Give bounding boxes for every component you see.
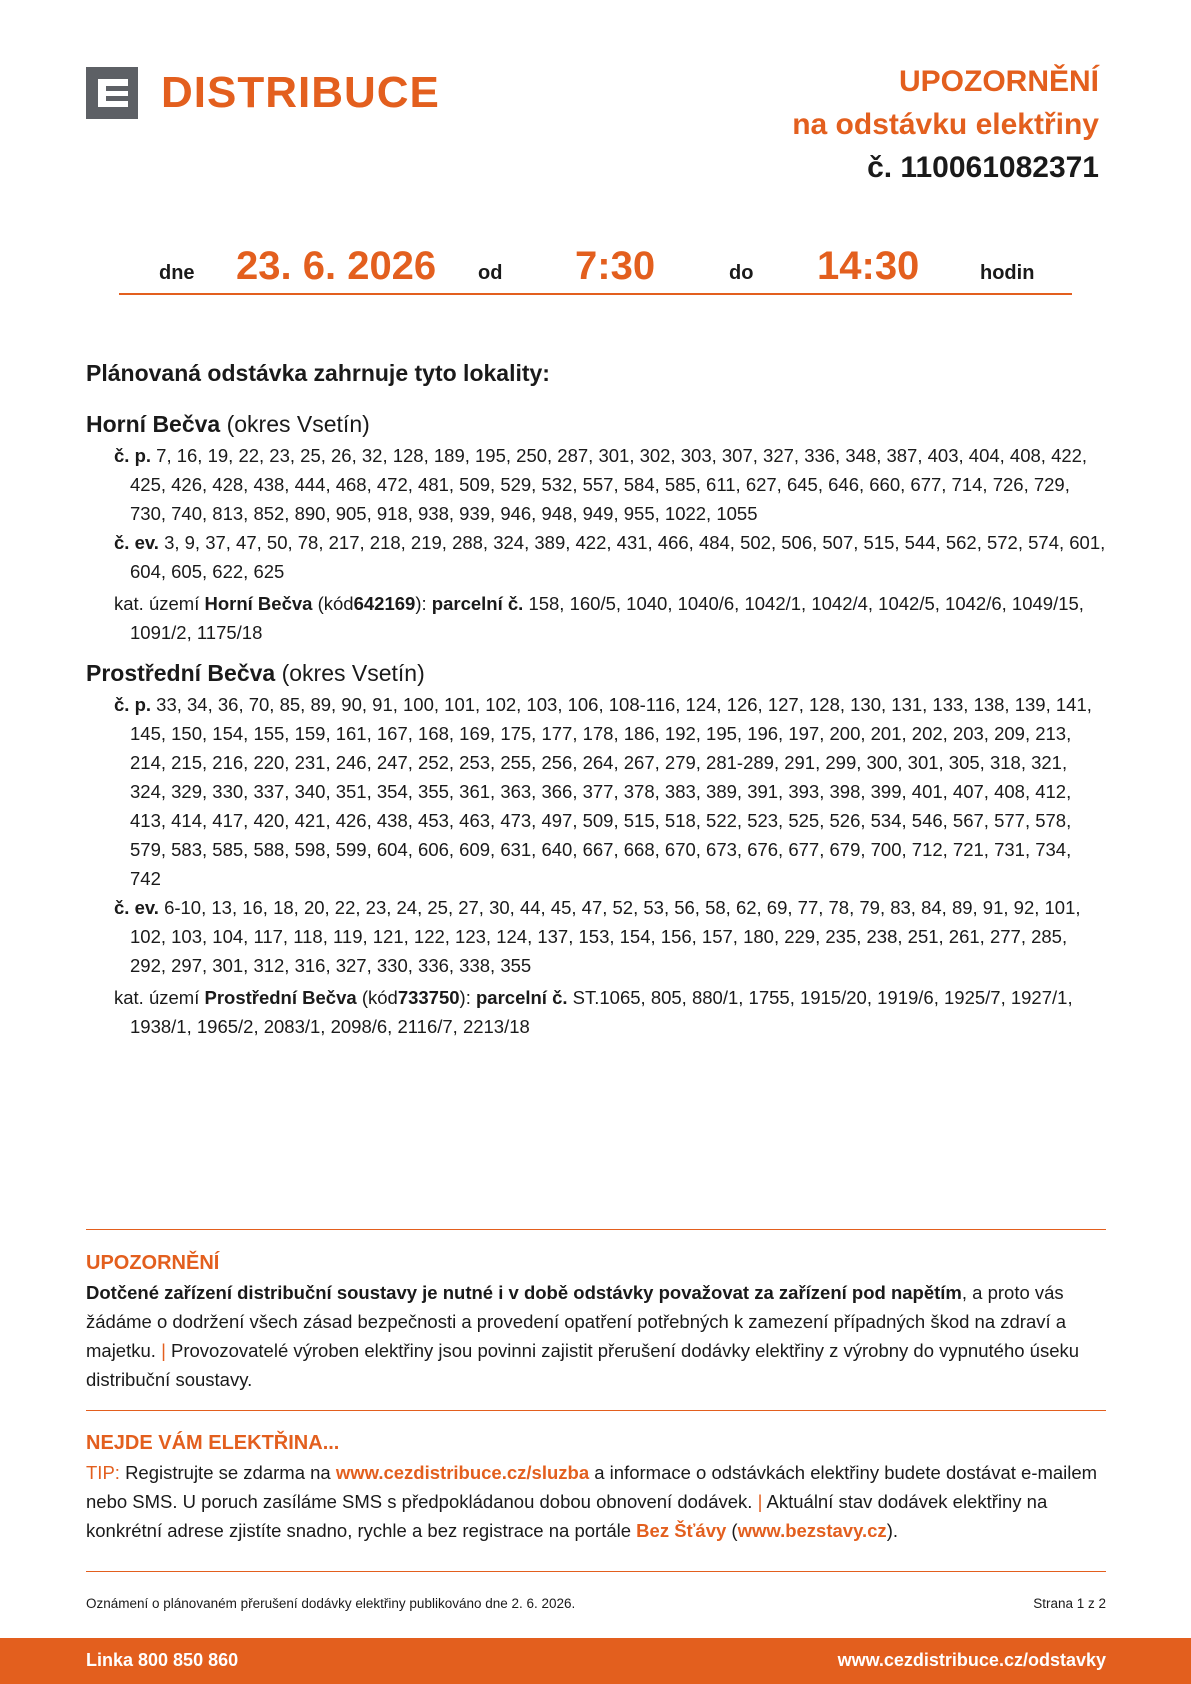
warning-title: UPOZORNĚNÍ	[86, 1252, 220, 1274]
cadastral-prefix: kat. území	[114, 987, 200, 1008]
warning-text	[86, 1278, 1106, 1394]
registry-numbers-list: 3, 9, 37, 47, 50, 78, 217, 218, 219, 288, 324, 389, 422, 431, 466, 484, 502, 506, 507, 515, 544, 562, 572, 574, 601, 604, 605, 622, 625	[130, 532, 1106, 582]
cadastral-code-close: ):	[459, 987, 471, 1008]
footer-bar	[0, 1638, 1191, 1684]
page-number: Strana 1 z 2	[1033, 1596, 1106, 1611]
brand-name: Bez Šťávy	[636, 1520, 727, 1541]
localities-heading: Plánovaná odstávka zahrnuje tyto lokality:	[86, 360, 550, 386]
notice-heading	[792, 60, 1099, 189]
registry-numbers	[86, 528, 1106, 586]
registry-numbers-label: č. ev.	[114, 897, 159, 918]
outage-schedule	[119, 240, 1072, 295]
published-note: Oznámení o plánovaném přerušení dodávky elektřiny publikováno dne 2. 6. 2026.	[86, 1596, 576, 1611]
company-logo	[86, 67, 440, 119]
notice-number: č. 110061082371	[867, 151, 1099, 184]
divider	[86, 1229, 1106, 1230]
house-numbers-list: 7, 16, 19, 22, 23, 25, 26, 32, 128, 189, 195, 250, 287, 301, 302, 303, 307, 327, 336, 348, 387, 403, 404, 408, 422, 425, 426, 428, 438, 444, 468, 472, 481, 509, 529, 532, 557, 584, 585, 611, 627, 645, 646, 660, 677, 714, 726, 729, 730, 740, 813, 852, 890, 905, 918, 938, 939, 946, 948, 949, 955, 1022, 1055	[130, 445, 1088, 524]
parcel-label: parcelní č.	[431, 593, 524, 614]
locality-district: (okres Vsetín)	[281, 660, 425, 686]
house-numbers	[86, 690, 1106, 893]
locality	[86, 657, 1106, 1041]
localities-section	[86, 358, 1106, 1051]
divider	[86, 1410, 1106, 1411]
service-link[interactable]: www.cezdistribuce.cz/sluzba	[335, 1462, 590, 1483]
tip-label: TIP:	[86, 1462, 120, 1483]
cadastral-name: Horní Bečva	[204, 593, 313, 614]
from-label: od	[478, 262, 503, 284]
parcel-label: parcelní č.	[476, 987, 568, 1008]
warning-text-1: , a proto vás žádáme o dodržení všech zásad bezpečnosti a provedení opatření potřebných k zamezení případných škod na zdraví a majetku.	[86, 1282, 1067, 1361]
cadastral-name: Prostřední Bečva	[204, 987, 357, 1008]
tip-text	[86, 1458, 1106, 1545]
warning-bold-text: Dotčené zařízení distribuční soustavy je nutné i v době odstávky považovat za zařízení pod napětím	[86, 1282, 962, 1303]
notice-title: UPOZORNĚNÍ	[898, 65, 1099, 98]
locality-title	[86, 657, 1106, 689]
cadastral-code: 642169	[353, 593, 416, 614]
bezstavy-link[interactable]: www.bezstavy.cz	[737, 1520, 887, 1541]
house-numbers-label: č. p.	[114, 694, 152, 715]
hotline: Linka 800 850 860	[86, 1650, 239, 1670]
tip-text-3: Aktuální stav dodávek elektřiny na konkrétní adrese zjistíte snadno, rychle a bez registrace na portále	[86, 1491, 1048, 1541]
warning-separator: |	[161, 1340, 166, 1361]
locality-district: (okres Vsetín)	[226, 411, 370, 437]
locality-name: Prostřední Bečva	[86, 660, 276, 686]
hours-label: hodin	[980, 262, 1035, 284]
locality	[86, 408, 1106, 647]
house-numbers	[86, 441, 1106, 528]
locality-name: Horní Bečva	[86, 411, 221, 437]
parcel-list: 158, 160/5, 1040, 1040/6, 1042/1, 1042/4, 1042/5, 1042/6, 1049/15, 1091/2, 1175/18	[130, 593, 1084, 643]
logo-mark-icon	[86, 67, 138, 119]
tip-block	[86, 1428, 1106, 1545]
safety-warning	[86, 1248, 1106, 1394]
tip-title: NEJDE VÁM ELEKTŘINA...	[86, 1432, 340, 1454]
cadastral-prefix: kat. území	[114, 593, 200, 614]
divider	[86, 1571, 1106, 1572]
warning-text-2: Provozovatelé výroben elektřiny jsou povinni zajistit přerušení dodávky elektřiny z výrobny do vypnutého úseku distribuční soustavy.	[86, 1340, 1080, 1390]
registry-numbers-list: 6-10, 13, 16, 18, 20, 22, 23, 24, 25, 27, 30, 44, 45, 47, 52, 53, 56, 58, 62, 69, 77, 78, 79, 83, 84, 89, 91, 92, 101, 102, 103, 104, 117, 118, 119, 121, 122, 123, 124, 137, 153, 154, 156, 157, 180, 229, 235, 238, 251, 261, 277, 285, 292, 297, 301, 312, 316, 327, 330, 336, 338, 355	[130, 897, 1081, 976]
logo-text: DISTRIBUCE	[161, 68, 440, 117]
tip-text-1: Registrujte se zdarma na	[125, 1462, 331, 1483]
outages-website-link[interactable]: www.cezdistribuce.cz/odstavky	[837, 1650, 1106, 1670]
cadastral-code-close: ):	[415, 593, 427, 614]
parcel-list: ST.1065, 805, 880/1, 1755, 1915/20, 1919/6, 1925/7, 1927/1, 1938/1, 1965/2, 2083/1, 2098/6, 2116/7, 2213/18	[130, 987, 1073, 1037]
to-label: do	[729, 262, 754, 284]
tip-separator: |	[757, 1491, 763, 1512]
cadastral-parcels	[86, 983, 1106, 1041]
date-label: dne	[159, 262, 195, 284]
tip-text-2: a informace o odstávkách elektřiny budete dostávat e-mailem nebo SMS. U poruch zasíláme SMS s předpokládanou dobou obnovení dodávek.	[86, 1462, 1098, 1512]
outage-date: 23. 6. 2026	[236, 244, 437, 288]
notice-subtitle: na odstávku elektřiny	[792, 108, 1099, 141]
time-to: 14:30	[817, 244, 920, 288]
house-numbers-list: 33, 34, 36, 70, 85, 89, 90, 91, 100, 101, 102, 103, 106, 108-116, 124, 126, 127, 128, 130, 131, 133, 138, 139, 141, 145, 150, 154, 155, 159, 161, 167, 168, 169, 175, 177, 178, 186, 192, 195, 196, 197, 200, 201, 202, 203, 209, 213, 214, 215, 216, 220, 231, 246, 247, 252, 253, 255, 256, 264, 267, 279, 281-289, 291, 299, 300, 301, 305, 318, 321, 324, 329, 330, 337, 340, 351, 354, 355, 361, 363, 366, 377, 378, 383, 389, 391, 393, 398, 399, 401, 407, 408, 412, 413, 414, 417, 420, 421, 426, 438, 453, 463, 473, 497, 509, 515, 518, 522, 523, 525, 526, 534, 546, 567, 577, 578, 579, 583, 585, 588, 598, 599, 604, 606, 609, 631, 640, 667, 668, 670, 673, 676, 677, 679, 700, 712, 721, 731, 734, 742	[130, 694, 1092, 889]
registry-numbers-label: č. ev.	[114, 532, 159, 553]
cadastral-code-label: (kód	[361, 987, 398, 1008]
time-from: 7:30	[575, 244, 656, 288]
house-numbers-label: č. p.	[114, 445, 152, 466]
cadastral-code: 733750	[397, 987, 460, 1008]
paren-close: ).	[886, 1520, 898, 1541]
cadastral-code-label: (kód	[317, 593, 354, 614]
locality-title	[86, 408, 1106, 440]
paren-open: (	[731, 1520, 738, 1541]
cadastral-parcels	[86, 589, 1106, 647]
registry-numbers	[86, 893, 1106, 980]
